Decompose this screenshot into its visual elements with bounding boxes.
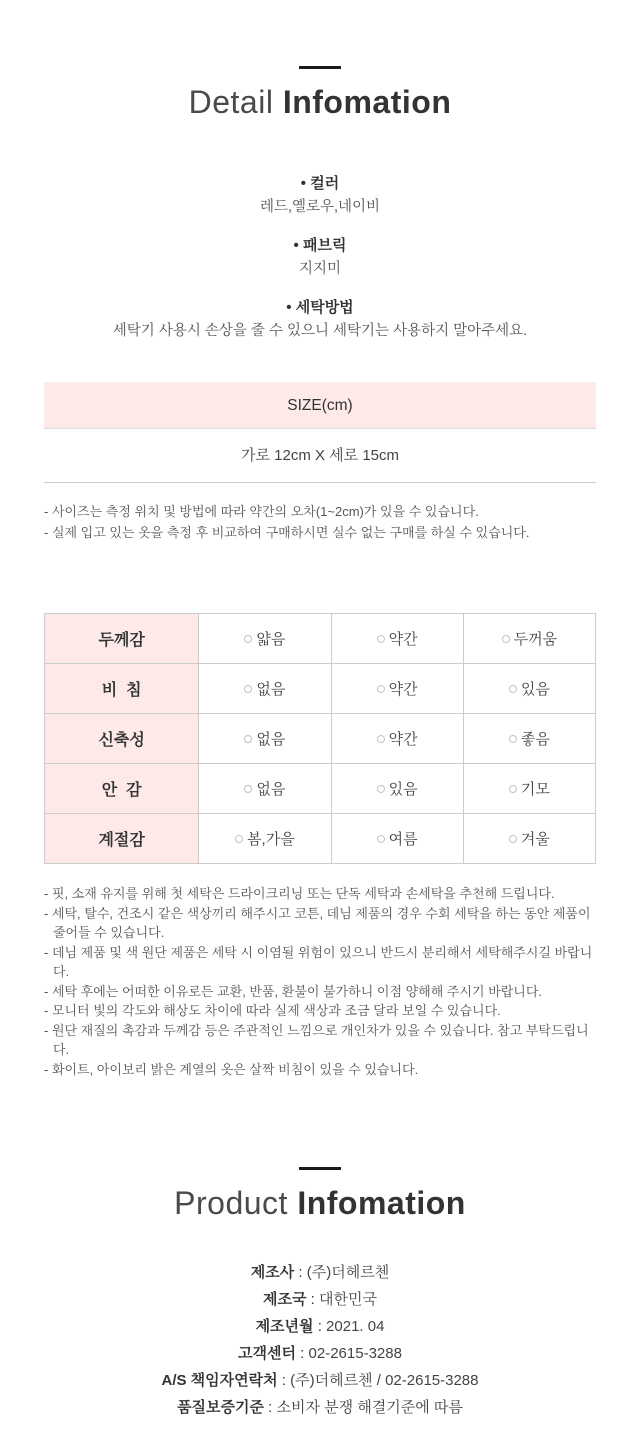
option-cell bbox=[331, 664, 463, 714]
detail-heading-rule bbox=[299, 66, 341, 69]
country-value: 대한민국 bbox=[319, 1291, 377, 1308]
fabric-value: 지지미 bbox=[298, 261, 342, 277]
product-heading-light: Product bbox=[174, 1185, 288, 1221]
option-label: 얇음 bbox=[256, 631, 286, 648]
option-cell bbox=[199, 614, 331, 664]
detail-heading-bold: Infomation bbox=[282, 84, 452, 120]
row-label: 안 감 bbox=[45, 764, 199, 814]
size-value: 가로 12cm X 세로 15cm bbox=[44, 429, 596, 483]
radio-icon bbox=[509, 735, 517, 743]
option-label: 약간 bbox=[388, 681, 418, 698]
fabric-section bbox=[0, 234, 640, 280]
option-label: 두꺼움 bbox=[513, 631, 558, 648]
care-note: - 화이트, 아이보리 밝은 계열의 옷은 살짝 비침이 있을 수 있습니다. bbox=[44, 1061, 419, 1077]
table-row-sheerness bbox=[45, 664, 596, 714]
separator: : bbox=[313, 1318, 327, 1335]
table-row-elasticity bbox=[45, 714, 596, 764]
washing-section bbox=[0, 296, 640, 342]
care-note: - 세탁, 탈수, 건조시 같은 색상끼리 해주시고 코튼, 데님 제품의 경우 수회 세탁을 하는 동안 제품이 줄어들 수 있습니다. bbox=[44, 905, 591, 940]
option-cell bbox=[199, 664, 331, 714]
radio-icon bbox=[377, 835, 385, 843]
manufacture-date-line bbox=[0, 1313, 640, 1340]
option-label: 좋음 bbox=[520, 731, 550, 748]
as-contact-line bbox=[0, 1367, 640, 1394]
detail-heading bbox=[0, 82, 640, 122]
size-note: - 실제 입고 있는 옷을 측정 후 비교하여 구매하시면 실수 없는 구매를 하실 수 있습니다. bbox=[44, 525, 530, 540]
option-cell bbox=[331, 814, 463, 864]
radio-icon bbox=[377, 685, 385, 693]
radio-icon bbox=[502, 635, 510, 643]
color-section bbox=[0, 172, 640, 218]
option-label: 겨울 bbox=[520, 831, 550, 848]
detail-heading-light: Detail bbox=[188, 84, 274, 120]
separator: : bbox=[264, 1399, 277, 1416]
washing-label: • 세탁방법 bbox=[286, 299, 354, 316]
size-notes bbox=[44, 501, 596, 543]
option-cell bbox=[463, 714, 595, 764]
row-label: 두께감 bbox=[45, 614, 199, 664]
product-heading-bold: Infomation bbox=[297, 1185, 466, 1221]
care-note: - 데님 제품 및 색 원단 제품은 세탁 시 이염될 위험이 있으니 반드시 분리해서 세탁해주시길 바랍니다. bbox=[44, 944, 593, 979]
warranty-value: 소비자 분쟁 해결기준에 따름 bbox=[276, 1399, 463, 1416]
size-block bbox=[44, 382, 596, 483]
option-cell bbox=[463, 814, 595, 864]
product-info bbox=[0, 1259, 640, 1421]
option-cell bbox=[199, 764, 331, 814]
option-label: 있음 bbox=[520, 681, 550, 698]
option-label: 없음 bbox=[256, 731, 286, 748]
option-cell bbox=[463, 764, 595, 814]
option-cell bbox=[463, 664, 595, 714]
care-note: - 세탁 후에는 어떠한 이유로든 교환, 반품, 환불이 불가하니 이점 양해해 주시기 바랍니다. bbox=[44, 983, 543, 999]
manufacturer-line bbox=[0, 1259, 640, 1286]
option-cell bbox=[331, 614, 463, 664]
separator: : bbox=[277, 1372, 291, 1389]
radio-icon bbox=[377, 785, 385, 793]
table-row-thickness bbox=[45, 614, 596, 664]
radio-icon bbox=[244, 685, 252, 693]
as-contact-label: A/S 책임자연락처 bbox=[161, 1372, 278, 1389]
fabric-label: • 패브릭 bbox=[293, 237, 347, 254]
detail-sections bbox=[0, 172, 640, 342]
manufacture-date-label: 제조년월 bbox=[255, 1318, 314, 1335]
radio-icon bbox=[244, 785, 252, 793]
separator: : bbox=[296, 1345, 309, 1362]
warranty-line bbox=[0, 1394, 640, 1421]
option-label: 없음 bbox=[256, 781, 286, 798]
color-label: • 컬러 bbox=[300, 175, 340, 192]
option-label: 기모 bbox=[520, 781, 550, 798]
customer-center-value: 02-2615-3288 bbox=[308, 1345, 402, 1362]
size-header: SIZE(cm) bbox=[44, 382, 596, 429]
radio-icon bbox=[235, 835, 243, 843]
option-cell bbox=[331, 764, 463, 814]
table-row-season bbox=[45, 814, 596, 864]
option-cell bbox=[331, 714, 463, 764]
radio-icon bbox=[377, 635, 385, 643]
manufacturer-label: 제조사 bbox=[250, 1264, 295, 1281]
radio-icon bbox=[509, 685, 517, 693]
option-label: 없음 bbox=[256, 681, 286, 698]
option-label: 있음 bbox=[388, 781, 418, 798]
washing-value: 세탁기 사용시 손상을 줄 수 있으니 세탁기는 사용하지 말아주세요. bbox=[112, 323, 528, 339]
warranty-label: 품질보증기준 bbox=[177, 1399, 265, 1416]
option-cell bbox=[463, 614, 595, 664]
care-note: - 모니터 빛의 각도와 해상도 차이에 따라 실제 색상과 조금 달라 보일 수 있습니다. bbox=[44, 1003, 501, 1018]
option-label: 약간 bbox=[388, 731, 418, 748]
option-label: 약간 bbox=[388, 631, 418, 648]
radio-icon bbox=[509, 785, 517, 793]
option-cell bbox=[199, 714, 331, 764]
size-note: - 사이즈는 측정 위치 및 방법에 따라 약간의 오차(1~2cm)가 있을 수 있습니다. bbox=[44, 504, 479, 519]
product-heading-rule bbox=[299, 1167, 341, 1170]
radio-icon bbox=[509, 835, 517, 843]
manufacturer-value: (주)더헤르첸 bbox=[306, 1264, 390, 1281]
as-contact-value: (주)더헤르첸 / 02-2615-3288 bbox=[290, 1372, 479, 1389]
separator: : bbox=[294, 1264, 307, 1281]
radio-icon bbox=[244, 635, 252, 643]
country-line bbox=[0, 1286, 640, 1313]
care-note: - 핏, 소재 유지를 위해 첫 세탁은 드라이크리닝 또는 단독 세탁과 손세탁을 추천해 드립니다. bbox=[44, 886, 555, 901]
separator: : bbox=[306, 1291, 320, 1308]
radio-icon bbox=[377, 735, 385, 743]
product-heading bbox=[0, 1183, 640, 1223]
manufacture-date-value: 2021. 04 bbox=[326, 1318, 385, 1335]
row-label: 계절감 bbox=[45, 814, 199, 864]
row-label: 비 침 bbox=[45, 664, 199, 714]
customer-center-line bbox=[0, 1340, 640, 1367]
country-label: 제조국 bbox=[263, 1291, 307, 1308]
care-notes bbox=[44, 884, 596, 1079]
care-note: - 원단 재질의 촉감과 두께감 등은 주관적인 느낌으로 개인차가 있을 수 있습니다. 참고 부탁드립니다. bbox=[44, 1022, 589, 1057]
option-cell bbox=[199, 814, 331, 864]
radio-icon bbox=[244, 735, 252, 743]
table-row-lining bbox=[45, 764, 596, 814]
customer-center-label: 고객센터 bbox=[238, 1345, 297, 1362]
row-label: 신축성 bbox=[45, 714, 199, 764]
attributes-table bbox=[44, 613, 596, 864]
option-label: 봄,가을 bbox=[247, 831, 295, 848]
option-label: 여름 bbox=[388, 831, 418, 848]
color-value: 레드,옐로우,네이비 bbox=[259, 199, 381, 215]
